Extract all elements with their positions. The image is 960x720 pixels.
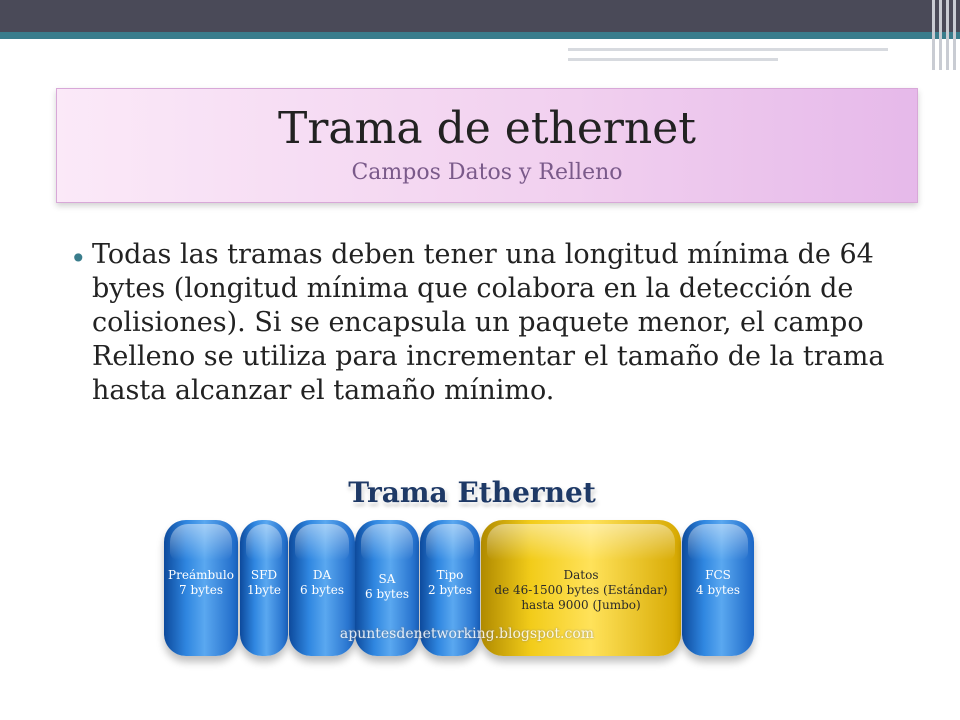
frame-field-fcs bbox=[682, 520, 754, 656]
field-name: Preámbulo bbox=[168, 568, 234, 582]
decorative-line bbox=[568, 48, 888, 51]
field-size: 1byte bbox=[246, 583, 282, 597]
frame-field-sfd bbox=[240, 520, 288, 656]
diagram-title: Trama Ethernet bbox=[348, 476, 596, 509]
field-name: FCS bbox=[705, 568, 731, 582]
field-name: Datos bbox=[563, 568, 599, 582]
field-size: 2 bytes bbox=[428, 583, 472, 597]
field-size: 6 bytes bbox=[300, 583, 344, 597]
corner-stripes bbox=[930, 0, 960, 70]
watermark-text: apuntesdenetworking.blogspot.com bbox=[339, 626, 595, 642]
field-size: 7 bytes bbox=[179, 583, 223, 597]
field-extra: hasta 9000 (Jumbo) bbox=[521, 598, 641, 612]
frame-field-preambulo bbox=[164, 520, 238, 656]
bullet-icon: • bbox=[70, 242, 87, 275]
field-name: SA bbox=[378, 572, 396, 586]
slide-subtitle: Campos Datos y Relleno bbox=[351, 160, 623, 185]
field-name: DA bbox=[312, 568, 332, 582]
top-accent-bar bbox=[0, 32, 960, 39]
field-name: Tipo bbox=[436, 568, 464, 582]
field-name: SFD bbox=[250, 568, 278, 582]
top-bar bbox=[0, 0, 960, 32]
field-size: 6 bytes bbox=[365, 587, 409, 601]
field-size: 4 bytes bbox=[696, 583, 740, 597]
bullet-item: Todas las tramas deben tener una longitud mínima de 64 bytes (longitud mínima que colabora en la detección de colisiones). Si se encapsula un paquete menor, el campo Relleno se utiliza para incrementar el tamaño de la trama hasta alcanzar el tamaño mínimo. bbox=[92, 239, 885, 406]
slide-title: Trama de ethernet bbox=[278, 103, 696, 154]
decorative-line bbox=[568, 58, 778, 61]
field-size: de 46-1500 bytes (Estándar) bbox=[494, 583, 668, 597]
bullet-list bbox=[70, 238, 910, 408]
title-box bbox=[56, 88, 918, 203]
